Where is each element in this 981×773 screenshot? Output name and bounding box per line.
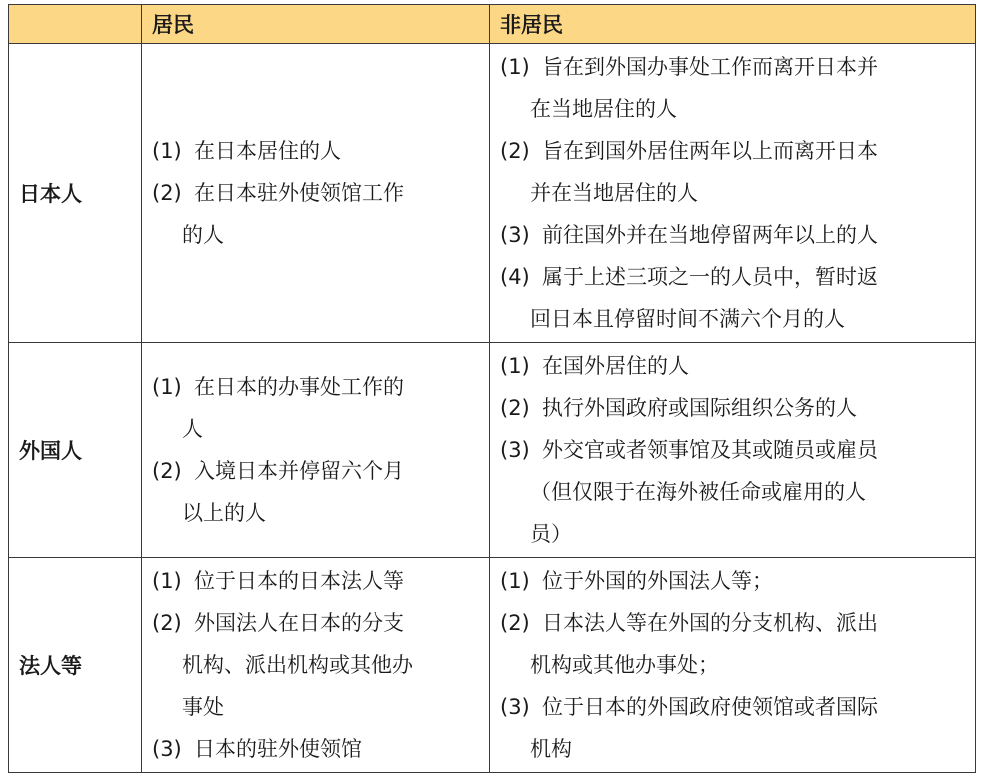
item-first-line bbox=[152, 366, 481, 408]
list-item bbox=[500, 686, 967, 770]
item-continuation-line bbox=[152, 214, 481, 256]
item-continuation-line bbox=[500, 471, 967, 513]
header-corner bbox=[9, 5, 142, 44]
list-item bbox=[500, 560, 967, 602]
item-text: 属于上述三项之一的人员中，暂时返 bbox=[542, 265, 878, 289]
item-first-line bbox=[152, 728, 481, 770]
item-first-line bbox=[500, 256, 967, 298]
item-text: 机构、派出机构或其他办 bbox=[182, 653, 413, 677]
item-first-line bbox=[500, 560, 967, 602]
item-number: (2) bbox=[152, 459, 182, 483]
item-text: 事处 bbox=[182, 695, 224, 719]
residency-table bbox=[8, 4, 976, 773]
item-text: 位于日本的日本法人等 bbox=[194, 569, 404, 593]
item-number: (3) bbox=[152, 737, 182, 761]
item-continuation-line bbox=[152, 492, 481, 534]
row-label: 外国人 bbox=[9, 343, 142, 558]
item-list bbox=[152, 560, 481, 770]
item-number: (3) bbox=[500, 223, 530, 247]
list-item bbox=[152, 602, 481, 728]
item-number: (3) bbox=[500, 695, 530, 719]
item-first-line bbox=[152, 602, 481, 644]
item-first-line bbox=[500, 686, 967, 728]
list-item bbox=[500, 46, 967, 130]
nonresident-cell bbox=[490, 44, 976, 343]
item-number: (2) bbox=[500, 611, 530, 635]
item-text: 机构 bbox=[530, 737, 572, 761]
item-number: (1) bbox=[152, 569, 182, 593]
item-continuation-line bbox=[500, 298, 967, 340]
item-list bbox=[500, 560, 967, 770]
item-continuation-line bbox=[500, 513, 967, 555]
list-item bbox=[500, 214, 967, 256]
list-item bbox=[152, 560, 481, 602]
item-text: 在日本居住的人 bbox=[194, 139, 341, 163]
item-number: (2) bbox=[500, 396, 530, 420]
item-text: 旨在到外国办事处工作而离开日本并 bbox=[542, 55, 878, 79]
item-text: （但仅限于在海外被任命或雇用的人 bbox=[530, 480, 866, 504]
item-text: 外交官或者领事馆及其或随员或雇员 bbox=[542, 438, 878, 462]
item-number: (2) bbox=[500, 139, 530, 163]
item-first-line bbox=[152, 450, 481, 492]
list-item bbox=[500, 387, 967, 429]
item-continuation-line bbox=[500, 644, 967, 686]
resident-cell bbox=[142, 44, 490, 343]
item-text: 在日本的办事处工作的 bbox=[194, 375, 404, 399]
item-number: (2) bbox=[152, 181, 182, 205]
item-first-line bbox=[500, 130, 967, 172]
item-text: 的人 bbox=[182, 223, 224, 247]
item-text: 日本的驻外使领馆 bbox=[194, 737, 362, 761]
list-item bbox=[152, 130, 481, 172]
item-list bbox=[152, 130, 481, 256]
list-item bbox=[500, 256, 967, 340]
nonresident-cell bbox=[490, 343, 976, 558]
item-number: (1) bbox=[152, 375, 182, 399]
item-list bbox=[500, 46, 967, 340]
list-item bbox=[500, 602, 967, 686]
item-list bbox=[152, 366, 481, 534]
resident-cell bbox=[142, 558, 490, 773]
item-continuation-line bbox=[152, 686, 481, 728]
item-number: (3) bbox=[500, 438, 530, 462]
item-continuation-line bbox=[500, 728, 967, 770]
item-text: 员） bbox=[530, 522, 572, 546]
item-text: 回日本且停留时间不满六个月的人 bbox=[530, 307, 845, 331]
item-first-line bbox=[500, 387, 967, 429]
list-item bbox=[500, 130, 967, 214]
item-first-line bbox=[500, 46, 967, 88]
item-first-line bbox=[500, 429, 967, 471]
item-number: (1) bbox=[500, 55, 530, 79]
item-number: (1) bbox=[152, 139, 182, 163]
item-number: (1) bbox=[500, 354, 530, 378]
item-text: 入境日本并停留六个月 bbox=[194, 459, 404, 483]
resident-cell bbox=[142, 343, 490, 558]
row-label: 日本人 bbox=[9, 44, 142, 343]
item-first-line bbox=[152, 172, 481, 214]
item-text: 旨在到国外居住两年以上而离开日本 bbox=[542, 139, 878, 163]
list-item bbox=[152, 450, 481, 534]
item-number: (1) bbox=[500, 569, 530, 593]
item-first-line bbox=[500, 345, 967, 387]
item-text: 机构或其他办事处； bbox=[530, 653, 719, 677]
row-label: 法人等 bbox=[9, 558, 142, 773]
item-text: 在当地居住的人 bbox=[530, 97, 677, 121]
item-first-line bbox=[500, 602, 967, 644]
item-text: 在日本驻外使领馆工作 bbox=[194, 181, 404, 205]
list-item bbox=[152, 366, 481, 450]
item-text: 日本法人等在外国的分支机构、派出 bbox=[542, 611, 878, 635]
header-row bbox=[9, 5, 976, 44]
item-continuation-line bbox=[152, 408, 481, 450]
item-text: 外国法人在日本的分支 bbox=[194, 611, 404, 635]
header-resident: 居民 bbox=[142, 5, 490, 44]
item-first-line bbox=[152, 130, 481, 172]
item-number: (4) bbox=[500, 265, 530, 289]
item-text: 位于外国的外国法人等； bbox=[542, 569, 773, 593]
item-text: 在国外居住的人 bbox=[542, 354, 689, 378]
item-text: 前往国外并在当地停留两年以上的人 bbox=[542, 223, 878, 247]
item-continuation-line bbox=[152, 644, 481, 686]
item-text: 执行外国政府或国际组织公务的人 bbox=[542, 396, 857, 420]
item-text: 并在当地居住的人 bbox=[530, 181, 698, 205]
item-continuation-line bbox=[500, 88, 967, 130]
item-number: (2) bbox=[152, 611, 182, 635]
item-list bbox=[500, 345, 967, 555]
table-row bbox=[9, 44, 976, 343]
table-row bbox=[9, 343, 976, 558]
item-first-line bbox=[152, 560, 481, 602]
list-item bbox=[152, 728, 481, 770]
item-continuation-line bbox=[500, 172, 967, 214]
item-text: 位于日本的外国政府使领馆或者国际 bbox=[542, 695, 878, 719]
list-item bbox=[500, 345, 967, 387]
list-item bbox=[152, 172, 481, 256]
header-nonresident: 非居民 bbox=[490, 5, 976, 44]
item-text: 人 bbox=[182, 417, 203, 441]
item-first-line bbox=[500, 214, 967, 256]
table-row bbox=[9, 558, 976, 773]
list-item bbox=[500, 429, 967, 555]
item-text: 以上的人 bbox=[182, 501, 266, 525]
nonresident-cell bbox=[490, 558, 976, 773]
